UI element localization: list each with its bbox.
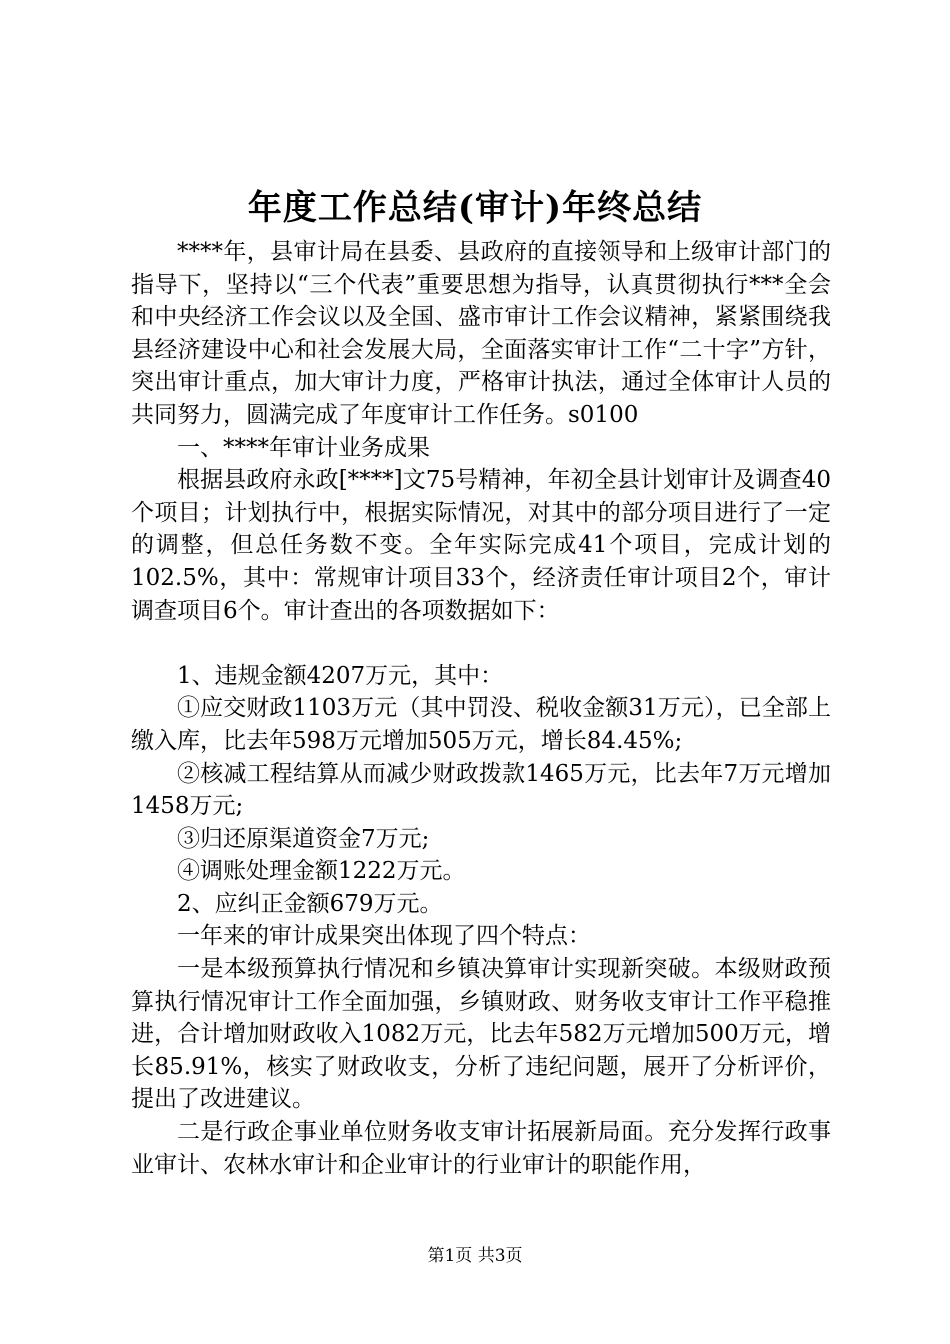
subitem-1: ①应交财政1103万元（其中罚没、税收金额31万元），已全部上缴入库，比去年598万元增加505万元，增长84.45%; xyxy=(131,695,831,754)
subitem-3: ③归还原渠道资金7万元; xyxy=(177,825,430,852)
subitem-2: ②核减工程结算从而减少财政拨款1465万元，比去年7万元增加1458万元; xyxy=(131,760,831,820)
page-footer: 第1页 共3页 xyxy=(427,1246,523,1266)
item-violation-amount: 1、违规金额4207万元，其中： xyxy=(177,662,504,689)
paragraph-feature-2: 二是行政企事业单位财务收支审计拓展新局面。充分发挥行政事业审计、农林水审计和企业审计的行业审计的职能作用， xyxy=(131,1119,831,1178)
paragraph-intro: ****年，县审计局在县委、县政府的直接领导和上级审计部门的指导下，坚持以“三个代表”重要思想为指导，认真贯彻执行***全会和中央经济工作会议以及全国、盛市审计工作会议精神，紧紧围绕我县经济建设中心和社会发展大局，全面落实审计工作“二十字”方针，突出审计重点，加大审计力度，严格审计执法，通过全体审计人员的共同努力，圆满完成了年度审计工作任务。s0100 xyxy=(131,239,831,428)
document-body xyxy=(131,236,831,1181)
section-heading-1: 一、****年审计业务成果 xyxy=(177,434,430,461)
paragraph-feature-1: 一是本级预算执行情况和乡镇决算审计实现新突破。本级财政预算执行情况审计工作全面加强，乡镇财政、财务收支审计工作平稳推进，合计增加财政收入1082万元，比去年582万元增加500万元，增长85.91%，核实了财政收支，分析了违纪问题，展开了分析评价，提出了改进建议。 xyxy=(131,956,831,1113)
paragraph-plan: 根据县政府永政[****]文75号精神，年初全县计划审计及调查40个项目；计划执行中，根据实际情况，对其中的部分项目进行了一定的调整，但总任务数不变。全年实际完成41个项目，完成计划的102.5%，其中：常规审计项目33个，经济责任审计项目2个，审计调查项目6个。审计查出的各项数据如下： xyxy=(131,467,831,624)
item-correction-amount: 2、应纠正金额679万元。 xyxy=(177,890,443,917)
paragraph-features-intro: 一年来的审计成果突出体现了四个特点： xyxy=(177,923,591,950)
subitem-4: ④调账处理金额1222万元。 xyxy=(177,858,466,885)
document-title: 年度工作总结(审计)年终总结 xyxy=(247,188,703,228)
blank-line xyxy=(131,627,831,660)
